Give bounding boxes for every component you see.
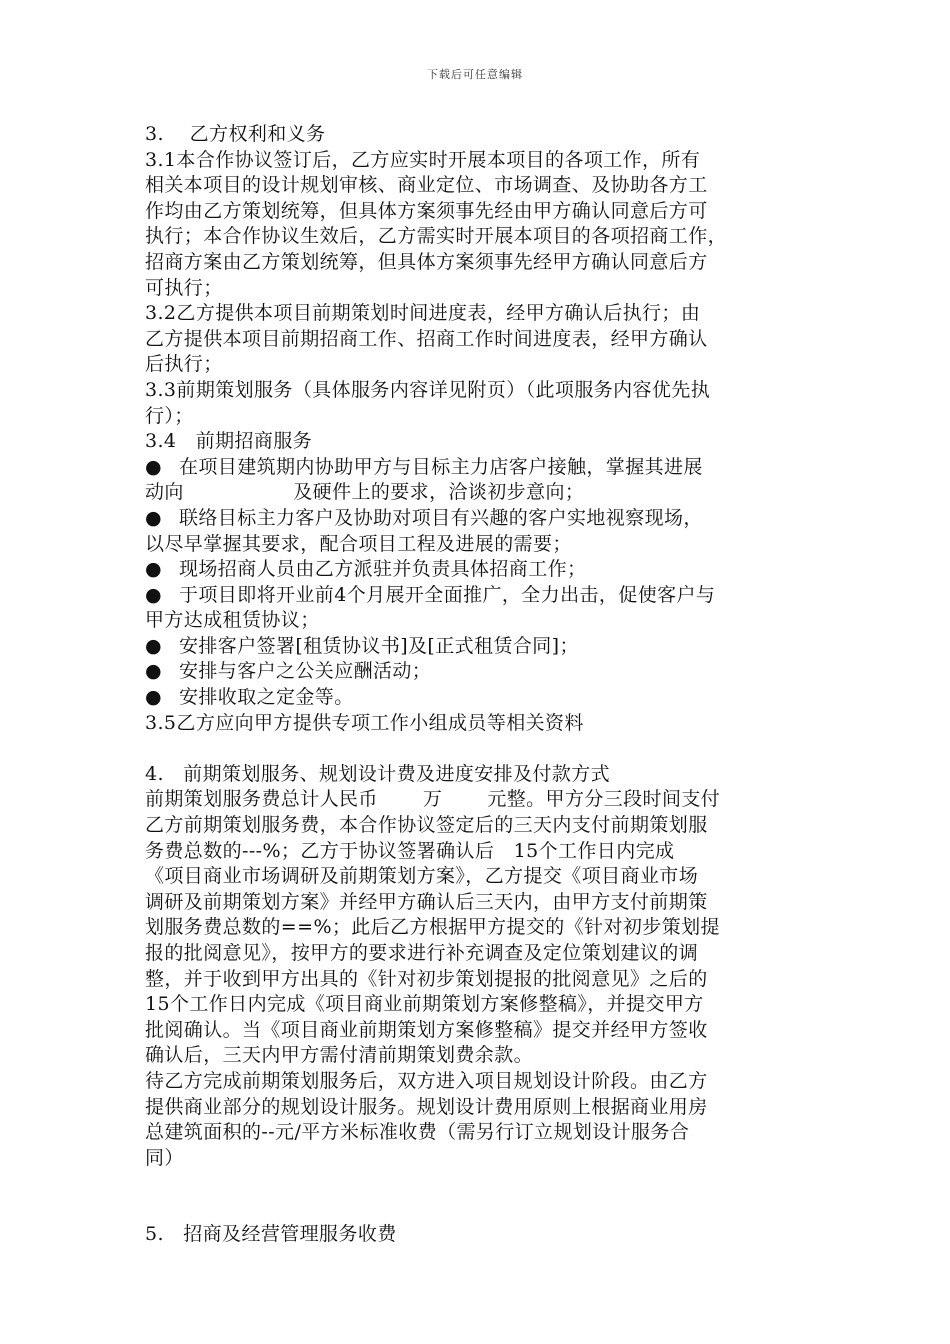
text-line: 可执行； [145,276,223,299]
paragraph-3-1 [145,148,815,302]
paragraph-3-5: 3.5乙方应向甲方提供专项工作小组成员等相关资料 [145,711,584,734]
text-line: 3.1本合作协议签订后，乙方应实时开展本项目的各项工作，所有 [145,148,701,171]
list-item [145,659,815,685]
list-item [145,634,815,660]
list-item-text: 以尽早掌握其要求，配合项目工程及进展的需要； [145,532,572,555]
text-line: 确认后，三天内甲方需付清前期策划费余款。 [145,1044,534,1067]
text-line: 执行；本合作协议生效后，乙方需实时开展本项目的各项招商工作， [145,225,728,248]
list-item [145,455,815,506]
paragraph-3-2 [145,301,815,378]
bullet-icon: ● [145,634,162,657]
text-line: 招商方案由乙方策划统筹，但具体方案须事先经甲方确认同意后方 [145,250,708,273]
text-line: 同） [145,1146,184,1169]
section-4-title: 4. 前期策划服务、规划设计费及进度安排及付款方式 [145,762,611,785]
list-item-text: 甲方达成租赁协议； [145,609,320,632]
list-item-text: 安排与客户之公关应酬活动； [179,660,432,683]
bullet-icon: ● [145,583,162,606]
bullet-icon: ● [145,660,162,683]
text-line: 行）； [145,404,194,427]
list-item-text: 安排客户签署[租赁协议书]及[正式租赁合同]； [179,634,579,657]
text-line: 提供商业部分的规划设计服务。规划设计费用原则上根据商业用房 [145,1095,708,1118]
bullet-list [145,455,815,711]
text-line: 划服务费总数的==%；此后乙方根据甲方提交的《针对初步策划提 [145,916,720,939]
text-line: 报的批阅意见》，按甲方的要求进行补充调查及定位策划建议的调 [145,942,699,964]
section-3-4-title: 3.4 前期招商服务 [145,430,313,453]
header-note: 下载后可任意编辑 [427,68,523,81]
list-item-text: 在项目建筑期内协助甲方与目标主力店客户接触，掌握其进展 [179,455,703,478]
text-line: 总建筑面积的--元/平方米标准收费（需另行订立规划设计服务合 [145,1121,690,1144]
text-line: 务费总数的---%；乙方于协议签署确认后 15个工作日内完成 [145,839,675,862]
text-line: 前期策划服务费总计人民币 万 元整。甲方分三段时间支付 [145,788,721,811]
text-line: 15个工作日内完成《项目商业前期策划方案修整稿》，并提交甲方 [145,993,704,1016]
list-item-text: 于项目即将开业前4个月展开全面推广，全力出击，促使客户与 [179,583,716,606]
list-item-text: 现场招商人员由乙方派驻并负责具体招商工作； [179,558,587,581]
bullet-icon: ● [145,506,162,529]
section-5-title: 5. 招商及经营管理服务收费 [145,1223,397,1246]
list-item [145,506,815,557]
text-line: 整，并于收到甲方出具的《针对初步策划提报的批阅意见》之后的 [145,967,708,990]
spacer [145,1171,815,1222]
text-line: 作均由乙方策划统筹，但具体方案须事先经由甲方确认同意后方可 [145,199,708,222]
text-line: 待乙方完成前期策划服务后，双方进入项目规划设计阶段。由乙方 [145,1069,708,1092]
list-item-text: 安排收取之定金等。 [179,686,354,709]
bullet-icon: ● [145,455,162,478]
list-item [145,685,815,711]
text-line: 乙方提供本项目前期招商工作、招商工作时间进度表，经甲方确认 [145,327,708,350]
list-item-text: 动向 及硬件上的要求，洽谈初步意向； [145,481,585,504]
document-body [145,122,815,1248]
text-line: 乙方前期策划服务费，本合作协议签定后的三天内支付前期策划服 [145,814,708,837]
paragraph-4-1 [145,787,815,1069]
text-line: 3.2乙方提供本项目前期策划时间进度表，经甲方确认后执行；由 [145,302,701,325]
paragraph-4-2 [145,1069,815,1171]
text-line: 批阅确认。当《项目商业前期策划方案修整稿》提交并经甲方签收 [145,1018,708,1041]
text-line: 后执行； [145,353,223,376]
section-3-title: 3. 乙方权利和义务 [145,123,326,145]
paragraph-3-3 [145,378,815,429]
list-item-text: 联络目标主力客户及协助对项目有兴趣的客户实地视察现场， [179,506,703,529]
bullet-icon: ● [145,686,162,709]
text-line: 调研及前期策划方案》并经甲方确认后三天内，由甲方支付前期策 [145,890,708,913]
text-line: 3.3前期策划服务（具体服务内容详见附页）（此项服务内容优先执 [145,378,711,401]
bullet-icon: ● [145,558,162,581]
text-line: 相关本项目的设计规划审核、商业定位、市场调查、及协助各方工 [145,174,708,197]
text-line: 《项目商业市场调研及前期策划方案》，乙方提交《项目商业市场 [145,865,699,888]
list-item [145,583,815,634]
list-item [145,557,815,583]
spacer [145,736,815,762]
